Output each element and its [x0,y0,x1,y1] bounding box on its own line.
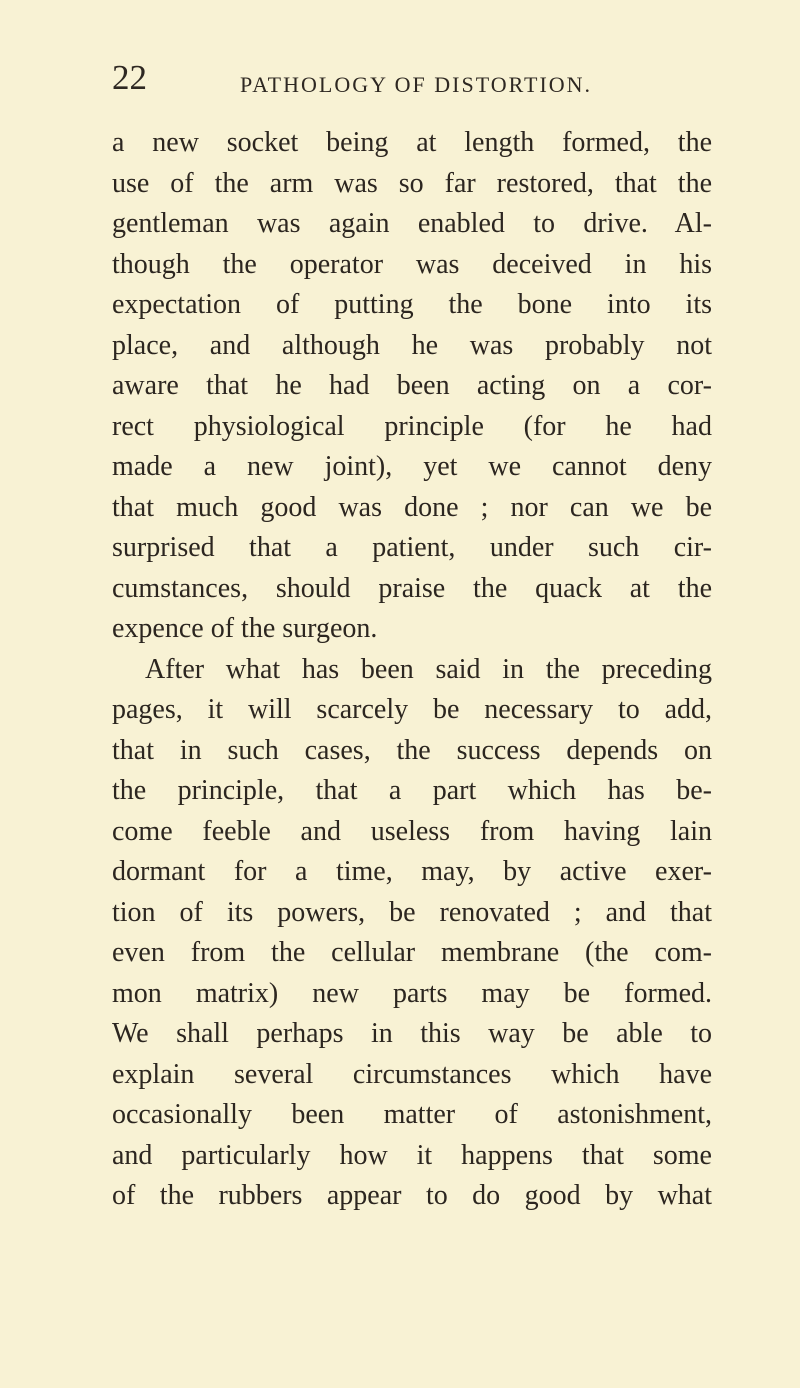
text-line: the principle, that a part which has be- [112,775,712,806]
text-line: a new socket being at length formed, the [112,127,712,158]
text-line: aware that he had been acting on a cor- [112,370,712,401]
page-header [112,58,712,98]
text-line: even from the cellular membrane (the com- [112,937,712,968]
paragraph-start-line: After what has been said in the preceding [145,653,712,685]
text-line: expectation of putting the bone into its [112,289,712,320]
text-line: mon matrix) new parts may be formed. [112,977,712,1009]
text-line: that much good was done ; nor can we be [112,491,712,523]
text-line: surprised that a patient, under such cir- [112,532,712,563]
text-line: come feeble and useless from having lain [112,815,712,847]
body-text [112,123,712,1217]
text-line: occasionally been matter of astonishment, [112,1099,712,1130]
text-line: We shall perhaps in this way be able to [112,1018,712,1049]
text-line: pages, it will scarcely be necessary to add, [112,694,712,725]
text-line: that in such cases, the success depends on [112,734,712,766]
text-line: of the rubbers appear to do good by what [112,1180,712,1211]
text-line: dormant for a time, may, by active exer- [112,856,712,887]
text-line: made a new joint), yet we cannot deny [112,451,712,482]
text-line: tion of its powers, be renovated ; and that [112,896,712,928]
text-line: gentleman was again enabled to drive. Al- [112,208,712,239]
text-line: though the operator was deceived in his [112,248,712,280]
page-number: 22 [112,58,147,97]
text-line: and particularly how it happens that some [112,1139,712,1171]
text-line: rect physiological principle (for he had [112,410,712,442]
text-line: cumstances, should praise the quack at the [112,572,712,604]
text-line: use of the arm was so far restored, that the [112,167,712,199]
text-line: place, and although he was probably not [112,329,712,361]
running-head: PATHOLOGY OF DISTORTION. [240,72,593,97]
text-line: explain several circumstances which have [112,1058,712,1090]
paragraph-end-line: expence of the surgeon. [112,613,378,644]
